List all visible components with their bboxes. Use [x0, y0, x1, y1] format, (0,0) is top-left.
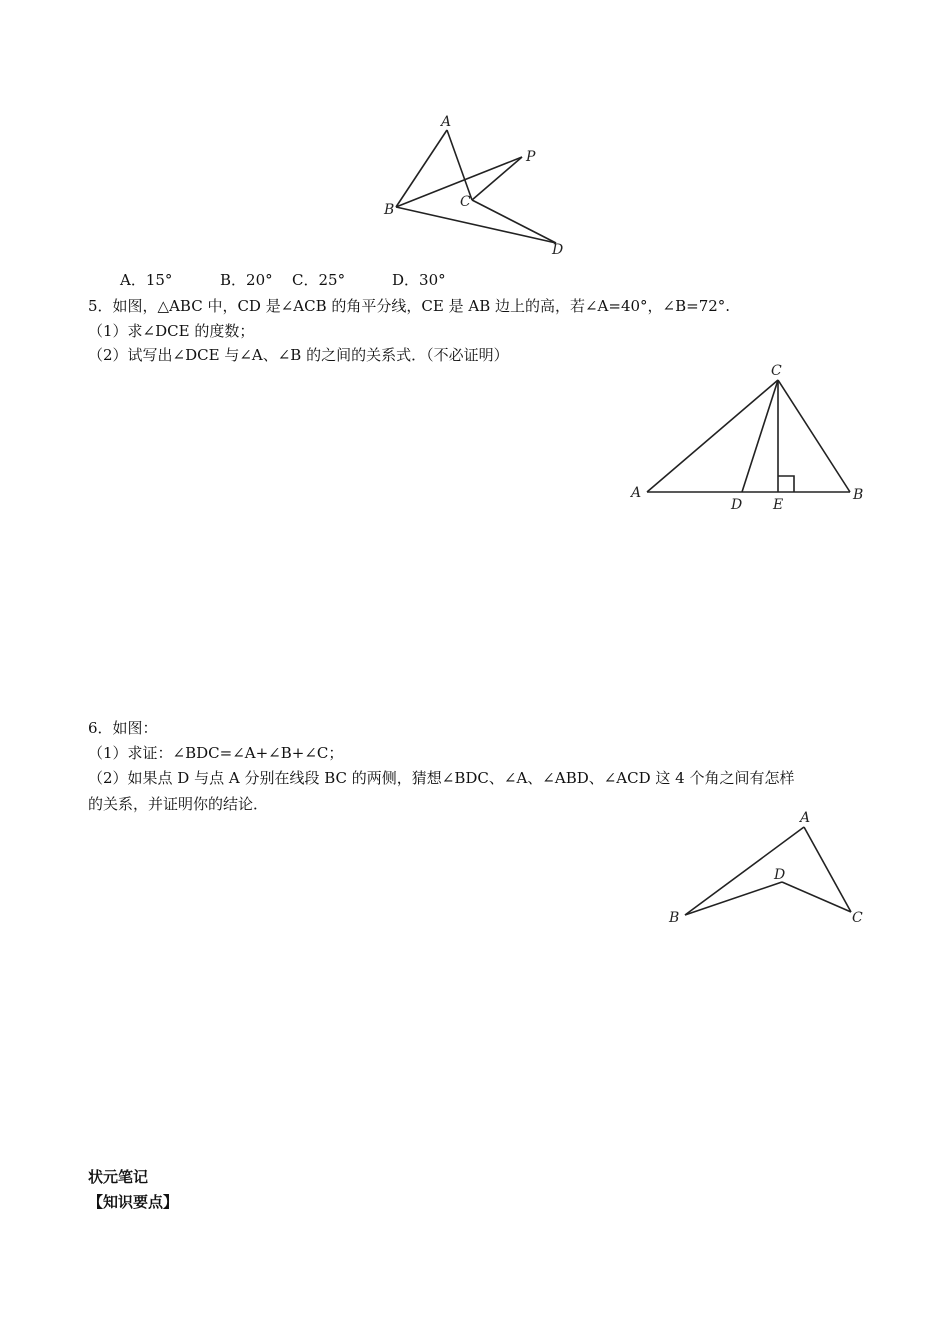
q5-label-d: D: [731, 497, 743, 513]
q6-segment-ba: [685, 827, 804, 915]
q6-part2-line2: 的关系，并证明你的结论．: [88, 795, 269, 813]
q6-part2-line1: （2）如果点 D 与点 A 分别在线段 BC 的两侧，猜想∠BDC、∠A、∠ABD、∠ACD 这 4 个角之间有怎样: [88, 769, 795, 787]
q5-part2: （2）试写出∠DCE 与∠A、∠B 的之间的关系式．（不必证明）: [88, 346, 509, 364]
q6-segment-bd: [685, 882, 782, 915]
q6-label-a: A: [800, 810, 811, 826]
q5-label-c: C: [771, 363, 782, 379]
q6-segment-dc: [782, 882, 851, 912]
q5-label-a: A: [631, 485, 642, 501]
q4-option-d[interactable]: D．30°: [392, 271, 446, 289]
q4-label-b: B: [384, 202, 395, 218]
q6-label-c: C: [852, 910, 863, 926]
q4-label-d: D: [552, 242, 564, 258]
notes-title: 状元笔记: [88, 1168, 149, 1186]
q6-segment-ac: [804, 827, 851, 912]
q4-option-a[interactable]: A．15°: [120, 271, 173, 289]
q6-stem: 6．如图：: [88, 719, 158, 737]
notes-subtitle: 【知识要点】: [88, 1193, 179, 1211]
q4-label-c: C: [460, 194, 471, 210]
q4-label-a: A: [441, 114, 452, 130]
q5-stem: 5．如图，△ABC 中，CD 是∠ACB 的角平分线，CE 是 AB 边上的高，若∠A=40°，∠B=72°.: [88, 297, 731, 315]
q6-part1: （1）求证：∠BDC=∠A+∠B+∠C；: [88, 744, 344, 762]
q5-label-e: E: [773, 497, 784, 513]
q6-label-d: D: [774, 867, 786, 883]
q5-part1: （1）求∠DCE 的度数；: [88, 322, 255, 340]
q6-label-b: B: [669, 910, 680, 926]
q4-label-p: P: [526, 149, 536, 165]
q4-option-c[interactable]: C．25°: [292, 271, 346, 289]
q5-label-b: B: [853, 487, 864, 503]
q4-option-b[interactable]: B．20°: [220, 271, 273, 289]
